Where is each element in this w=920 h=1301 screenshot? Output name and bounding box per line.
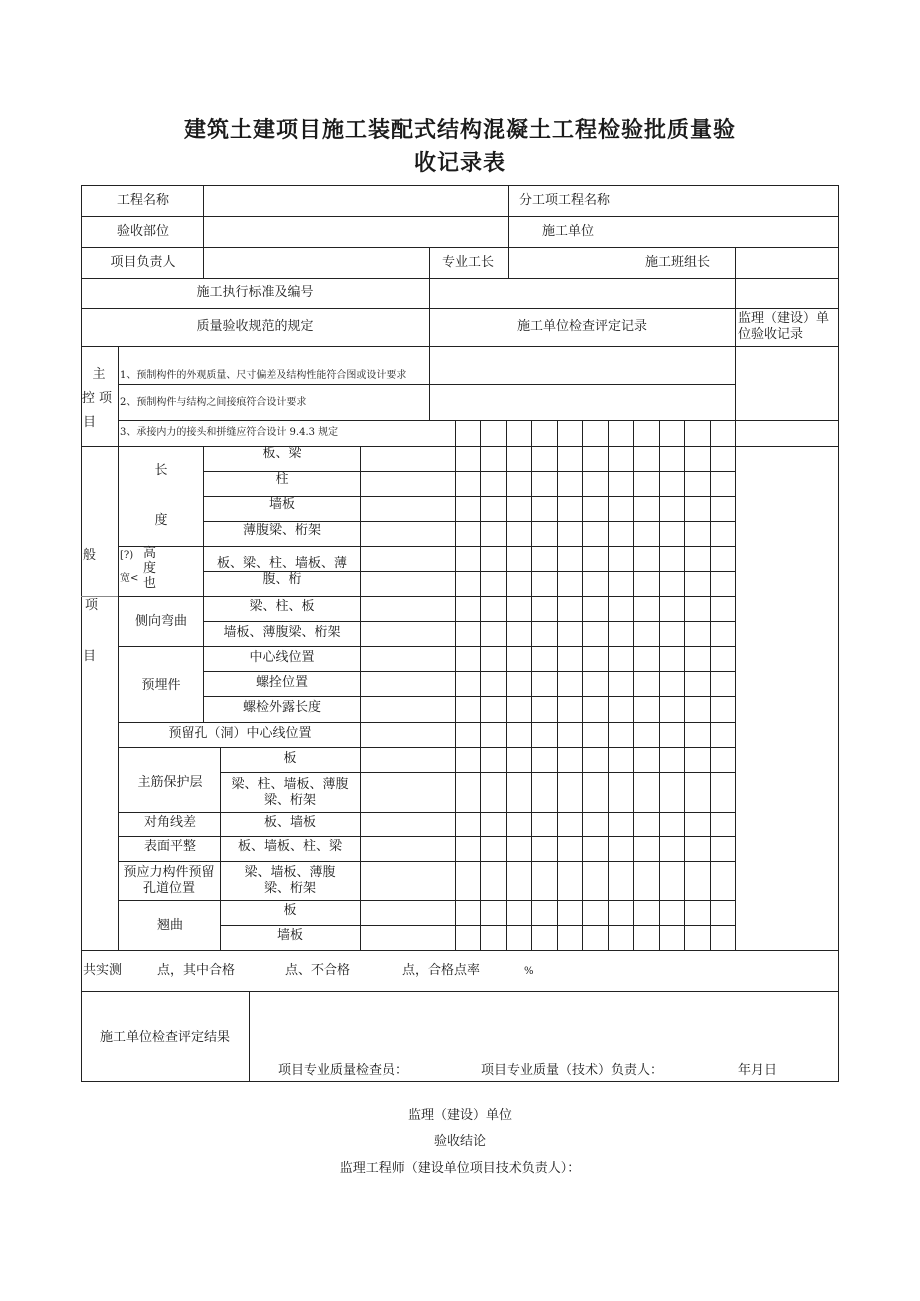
team-leader-label: 施工班组长 [645, 255, 711, 270]
length-row-2: 柱 [275, 472, 289, 487]
prestress-row: 梁、墙板、薄腹梁、桁架 [244, 865, 336, 896]
summary-total-label: 共实测 [83, 963, 123, 978]
check-record-label: 施工单位检查评定记录 [516, 319, 648, 334]
acceptance-part-label: 验收部位 [116, 224, 170, 239]
date-label: 年月日 [738, 1063, 778, 1078]
cover-label: 主筋保护层 [137, 775, 203, 790]
bend-row-2: 墙板、薄腹梁、桁架 [223, 625, 341, 640]
prestress-label: 预应力构件预留孔道位置 [123, 865, 215, 896]
foreman-label: 专业工长 [441, 255, 495, 270]
standard-label: 施工执行标准及编号 [196, 285, 314, 300]
summary-fail-label: 点、不合格 [285, 963, 351, 978]
bend-label: 侧向弯曲 [134, 614, 188, 629]
tech-lead-label: 项目专业质量（技术）负责人： [481, 1063, 664, 1078]
height-label-b: 宽< [120, 573, 139, 584]
general-section-label-1: 般 [83, 548, 97, 563]
spec-label: 质量验收规范的规定 [196, 319, 314, 334]
length-row-3: 墙板 [268, 497, 296, 512]
construction-unit-label: 施工单位 [542, 224, 595, 239]
main-section-label-3: 目 [83, 415, 97, 430]
page-title-line1: 建筑土建项目施工装配式结构混凝土工程检验批质量验 [183, 118, 736, 143]
embed-label: 预埋件 [141, 678, 181, 693]
flat-row: 板、墙板、柱、梁 [237, 839, 343, 854]
embed-row-2: 螺拴位置 [255, 675, 309, 690]
embed-row-3: 螺检外露长度 [242, 700, 322, 715]
footer-line-2: 验收结论 [433, 1134, 486, 1149]
footer-line-1: 监理（建设）单位 [407, 1108, 512, 1123]
cover-row-1: 板 [283, 751, 297, 766]
summary-rate-label: 点，合格点率 [402, 963, 481, 978]
cover-row-2: 梁、柱、墙板、薄腹梁、桁架 [231, 777, 349, 808]
height-label-d: 度 [143, 561, 157, 576]
length-label-2: 度 [154, 513, 168, 528]
general-section-label-2: 项 [85, 598, 99, 613]
project-manager-label: 项目负责人 [110, 255, 176, 270]
subproject-label: 分工项工程名称 [519, 193, 611, 208]
diag-row: 板、墙板 [263, 815, 317, 830]
height-label-a: [?) [120, 550, 134, 561]
flat-label: 表面平整 [143, 839, 197, 854]
page-title-line2: 收记录表 [413, 151, 506, 176]
warp-row-2: 墙板 [276, 928, 304, 943]
height-label-c: 高 [143, 546, 157, 561]
length-row-4: 薄腹梁、桁架 [242, 523, 322, 538]
general-section-label-3: 目 [83, 649, 97, 664]
length-label-1: 长 [154, 463, 168, 478]
project-name-label: 工程名称 [116, 193, 170, 208]
length-row-1: 板、梁 [262, 446, 302, 461]
main-item-1: 1、预制构件的外观质量、尺寸偏差及结构性能符合图或设计要求 [120, 370, 407, 381]
main-item-2: 2、预制构件与结构之间接痕符合设计要求 [120, 397, 307, 408]
height-label-e: 也 [143, 576, 157, 591]
height-row: 板、梁、柱、墙板、薄腹、桁 [216, 556, 347, 587]
hole-label: 预留孔（洞）中心线位置 [168, 726, 312, 741]
warp-label: 翘曲 [156, 918, 184, 933]
diag-label: 对角线差 [143, 815, 197, 830]
result-label: 施工单位检查评定结果 [99, 1030, 231, 1045]
main-section-label-1: 主 [92, 367, 106, 382]
summary-percent-label: % [524, 966, 534, 977]
main-item-3: 3、承接内力的接头和拼缝应符合设计 9.4.3 规定 [120, 427, 339, 438]
summary-pass-label: 点，其中合格 [157, 963, 236, 978]
warp-row-1: 板 [283, 903, 297, 918]
bend-row-1: 梁、柱、板 [249, 599, 315, 614]
embed-row-1: 中心线位置 [249, 650, 315, 665]
main-section-label-2: 控 项 [81, 391, 113, 406]
footer-line-3: 监理工程师（建设单位项目技术负责人）： [339, 1161, 581, 1176]
supervision-label: 监理（建设）单位验收记录 [738, 311, 830, 342]
inspector-label: 项目专业质量检查员： [278, 1063, 409, 1078]
